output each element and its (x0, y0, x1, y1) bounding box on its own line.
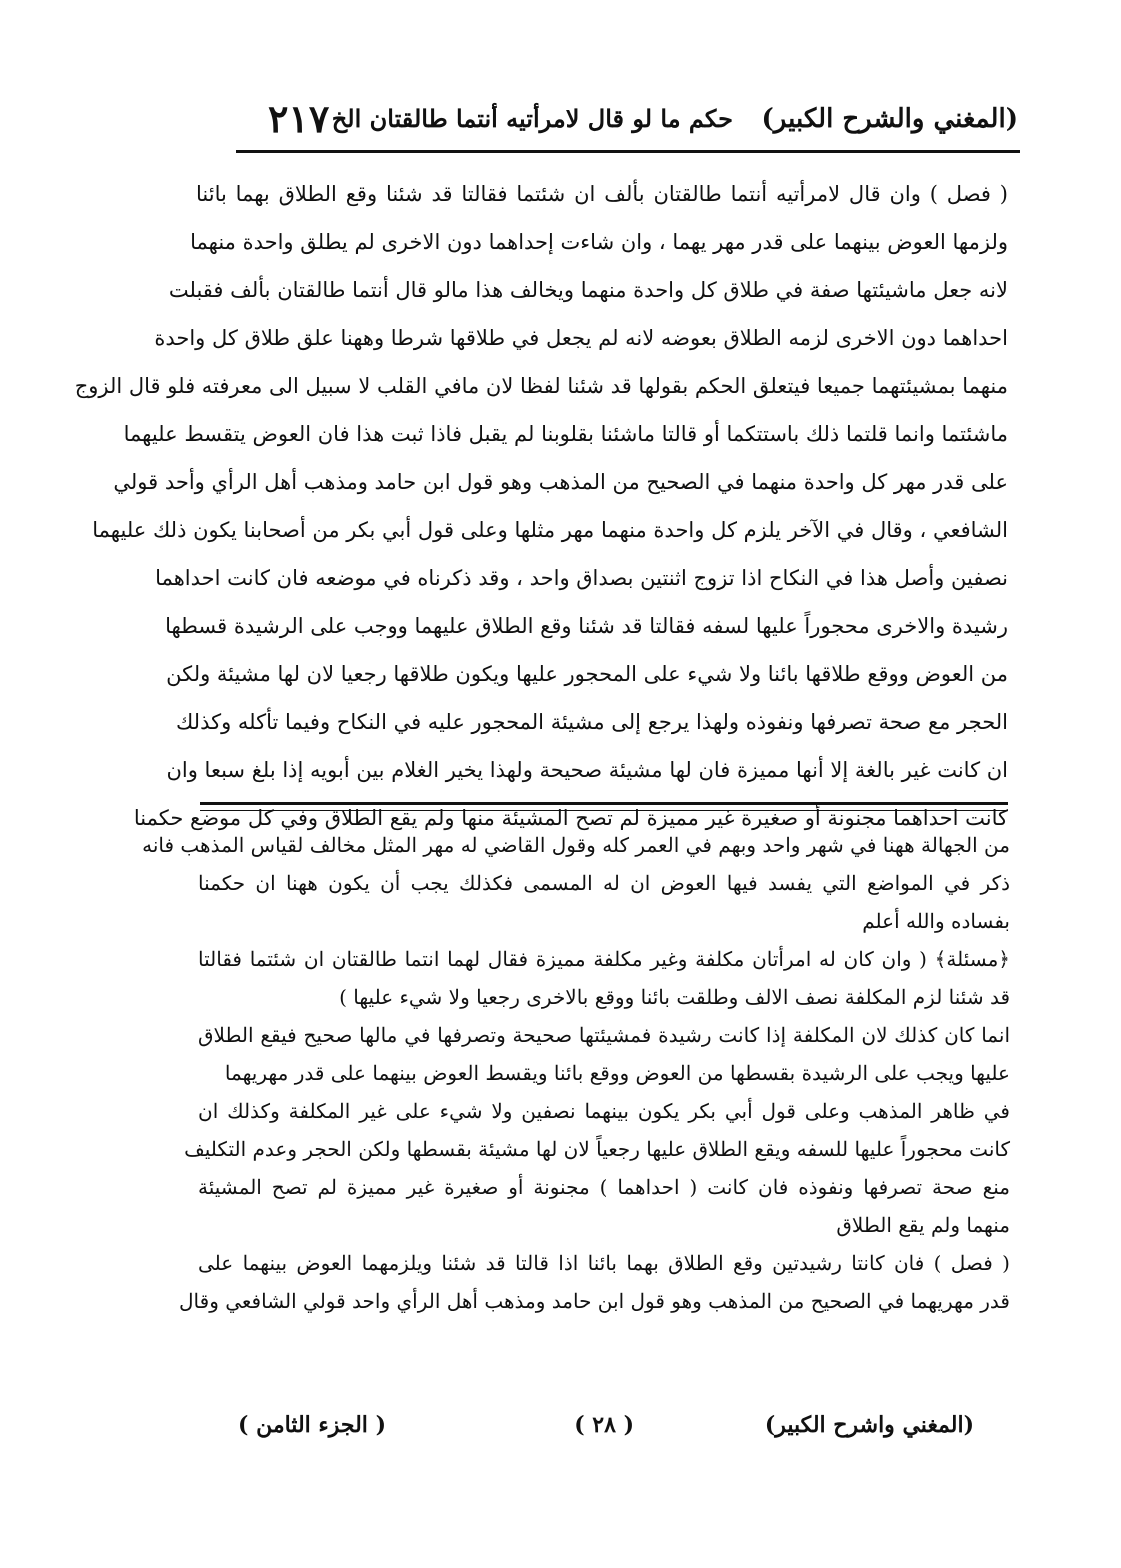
footer-volume: ( الجزء الثامن ) (238, 1412, 386, 1438)
main-text-line: ماشئتما وانما قلتما ذلك باستتكما أو قالتا ماشئنا بقلوبنا لم يقبل فاذا ثبت هذا فان العوض يتقسط عليهما (123, 422, 1008, 446)
commentary-line: كانت محجوراً عليها للسفه ويقع الطلاق عليها رجعياً لان لها مشيئة بقسطها ولكن الحجر وعدم التكليف (184, 1137, 1010, 1161)
commentary-line: ( فصل ) فان كانتا رشيدتين وقع الطلاق بهما بائنا اذا قالتا قد شئنا ويلزمهما العوض بينهما على (198, 1251, 1010, 1275)
commentary-line: ﴿مسئلة﴾ ( وان كان له امرأتان مكلفة وغير مكلفة مميزة فقال لهما انتما طالقتان ان شئتما فقالتا (198, 947, 1010, 971)
commentary-line: منع صحة تصرفها ونفوذه فان كانت ( احداهما ) مجنونة أو صغيرة غير مميزة لم تصح المشيئة (198, 1175, 1010, 1199)
header-book-title: (المغني والشرح الكبير) (761, 104, 1018, 134)
section-divider-thin (200, 810, 1008, 811)
page-number: ٢١٧ (268, 96, 330, 141)
main-text-line: نصفين وأصل هذا في النكاح اذا تزوج اثنتين بصداق واحد ، وقد ذكرناه في موضعه فان كانت احداهما (155, 566, 1008, 590)
commentary-line: من الجهالة ههنا في شهر واحد وبهم في العمر كله وقول القاضي له مهر المثل مخالف لقياس المذهب فانه (142, 833, 1010, 857)
commentary-line: قد شئنا لزم المكلفة نصف الالف وطلقت بائنا ووقع بالاخرى رجعيا ولا شيء عليها ) (339, 985, 1010, 1009)
main-text-line: الشافعي ، وقال في الآخر يلزم كل واحدة منهما مهر مثلها وعلى قول أبي بكر من أصحابنا يكون ذلك عليهما (92, 518, 1008, 542)
main-text-line: الحجر مع صحة تصرفها ونفوذه ولهذا يرجع إلى مشيئة المحجور عليه في النكاح وفيما تأكله وكذلك (175, 710, 1008, 734)
commentary-line: بفساده والله أعلم (862, 909, 1010, 933)
commentary-line: ذكر في المواضع التي يفسد فيها العوض ان له المسمى فكذلك يجب أن يكون ههنا ان حكمنا (198, 871, 1010, 895)
main-text-line: ان كانت غير بالغة إلا أنها مميزة فان لها مشيئة صحيحة ولهذا يخير الغلام بين أبويه إذا بلغ سبعا وان (166, 758, 1008, 782)
commentary-line: عليها ويجب على الرشيدة بقسطها من العوض ووقع بائنا ويقسط العوض بينهما على قدر مهريهما (224, 1061, 1010, 1085)
header-chapter-title: حكم ما لو قال لامرأتيه أنتما طالقتان الخ (331, 104, 733, 133)
running-footer (238, 1412, 974, 1448)
main-text-line: لانه جعل ماشيئتها صفة في طلاق كل واحدة منهما ويخالف هذا مالو قال أنتما طالقتان بألف فقبلت (168, 278, 1008, 302)
main-text (74, 170, 1008, 842)
commentary-line: انما كان كذلك لان المكلفة إذا كانت رشيدة فمشيئتها صحيحة وتصرفها في مالها صحيح فيقع الطلاق (198, 1023, 1010, 1047)
commentary-line: في ظاهر المذهب وعلى قول أبي بكر يكون بينهما نصفين ولا شيء على غير المكلفة وكذلك ان (198, 1099, 1010, 1123)
header-rule (236, 150, 1020, 153)
main-text-line: احداهما دون الاخرى لزمه الطلاق بعوضه لانه لم يجعل في طلاقها شرطا وههنا علق طلاق كل واحدة (154, 326, 1008, 350)
footer-sheet-number: ( ٢٨ ) (574, 1412, 634, 1438)
running-header (238, 96, 1018, 148)
main-text-line: منهما بمشيئتهما جميعا فيتعلق الحكم بقولها قد شئنا لفظا لان مافي القلب لا سبيل الى معرفته فلو قال الزوج (74, 374, 1008, 398)
footer-book-title: (المغني واشرح الكبير) (764, 1412, 974, 1438)
main-text-line: ولزمها العوض بينهما على قدر مهر يهما ، وان شاءت إحداهما دون الاخرى لم يطلق واحدة منهما (190, 230, 1008, 254)
commentary-line: قدر مهريهما في الصحيح من المذهب وهو قول ابن حامد ومذهب أهل الرأي واحد قولي الشافعي وقال (179, 1289, 1010, 1313)
main-text-line: كانت احداهما مجنونة أو صغيرة غير مميزة لم تصح المشيئة منها ولم يقع الطلاق وفي كل موضع حكمنا (133, 806, 1008, 830)
main-text-line: على قدر مهر كل واحدة منهما في الصحيح من المذهب وهو قول ابن حامد ومذهب أهل الرأي وأحد قولي (113, 470, 1008, 494)
commentary-text (142, 826, 1010, 1320)
commentary-line: منهما ولم يقع الطلاق (836, 1213, 1010, 1237)
main-text-line: من العوض ووقع طلاقها بائنا ولا شيء على المحجور عليها ويكون طلاقها رجعيا لان لها مشيئة ولكن (166, 662, 1008, 686)
section-divider-thick (200, 802, 1008, 805)
main-text-line: رشيدة والاخرى محجوراً عليها لسفه فقالتا قد شئنا وقع الطلاق عليهما ووجب على الرشيدة قسطها (165, 614, 1008, 638)
main-text-line: ( فصل ) وان قال لامرأتيه أنتما طالقتان بألف ان شئتما فقالتا قد شئنا وقع الطلاق بهما بائنا (196, 182, 1008, 206)
